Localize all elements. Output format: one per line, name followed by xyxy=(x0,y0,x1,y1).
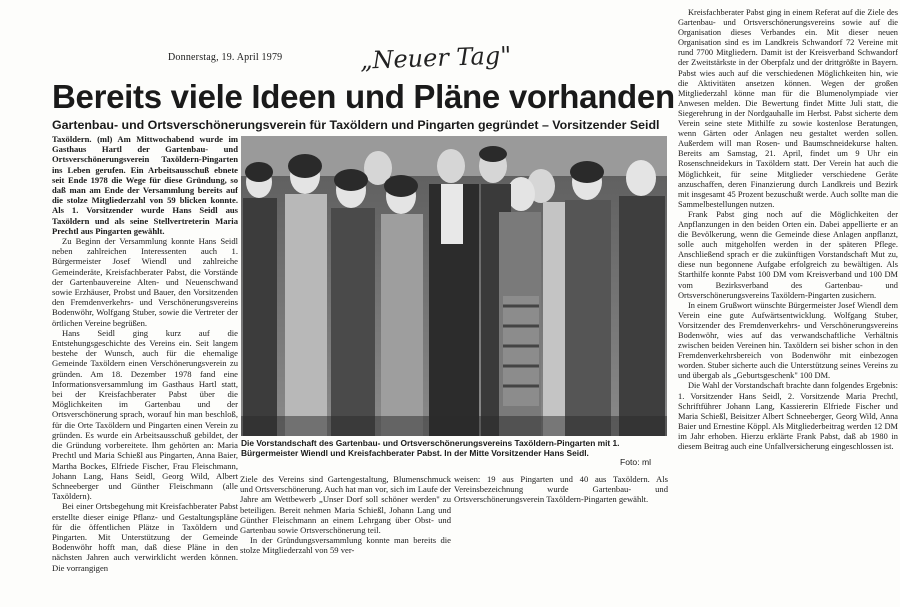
paragraph: weisen: 19 aus Pingarten und 40 aus Taxöldern. Als Vereinsbezeichnung wurde Gartenbau- und Ortsverschönerungsverein Taxöldern-Pingarten gewählt. xyxy=(454,474,668,505)
article-column-4 xyxy=(678,8,898,600)
article-column-2 xyxy=(240,474,451,588)
paragraph: In der Gründungsversammlung konnte man bereits die stolze Mitgliederzahl von 59 ver- xyxy=(240,535,451,556)
dateline: Donnerstag, 19. April 1979 xyxy=(168,52,283,63)
headline: Bereits viele Ideen und Pläne vorhanden xyxy=(52,78,675,115)
paragraph: Kreisfachberater Pabst ging in einem Referat auf die Ziele des Gartenbau- und Ortsverschönerungsvereins sowie auf die Organisation dieses Verbandes ein. Mit dieser neuen Organisation sind es im Landkreis Schwandorf 72 Vereine mit rund 7700 Mitgliedern. Damit ist der Kreisverband Schwandorf der Zweitstärkste in der Oberpfalz und der drittgrößte in Bayern. Pabst wies auch auf die verschiedenen Möglichkeiten hin, wie die Aktivitäten ansetzen können. Wegen der großen Mitgliederzahl könne man für die Blumenolympiade vier Anwesen melden. Die Bewertung findet Mitte Juli statt, die Siegerehrung in der Nordgauhalle im Herbst. Pabst sicherte dem Verein seine stete Mithilfe zu sowie kostenlose Beratungen, wenn Gärten oder Anlagen neu gestaltet werden sollen. Außerdem will man Rosen- und Baumschneidekurse halten. Bereits am Samstag, 21. April, findet um 9 Uhr ein Rosenschneidekurs in Taxöldern statt. Der Verein hat auch die Möglichkeit, für seine Mitglieder verschiedene Geräte anzuschaffen, deren Finanzierung durch Landkreis und Bezirk mit insgesamt 45 Prozent bezuschußt werde. Auch sollte man die Sammelbestellungen nutzen. xyxy=(678,8,898,209)
paragraph: Die Wahl der Vorstandschaft brachte dann folgendes Ergebnis: 1. Vorsitzender Hans Seidl, 2. Vorsitzende Maria Prechtl, Schriftführer Johann Lang, Kassiererin Elfriede Fischer und Maria Schießl, Beisitzer Albert Schneeberger, Georg Wild, Anna Baier und Ernestine Köppl. Als Mitgliederbeitrag werden 12 DM im Jahr erhoben. Hierzu erklärte Frank Pabst, daß ab 1980 in diesem Beitrag auch eine Unfallversicherung eingeschlossen ist. xyxy=(678,381,898,452)
paragraph: Ziele des Vereins sind Gartengestaltung, Blumenschmuck und Ortsverschönerung. Auch hat man vor, sich im Laufe der Jahre am Wettbewerb „Unser Dorf soll schöner werden" zu beteiligen. Bereit nehmen Maria Schießl, Johann Lang und Günther Fleischmann an einem Lehrgang über Obst- und Gartenbau sowie Ortsverschönerung teil. xyxy=(240,474,451,536)
lead-paragraph: Taxöldern. (ml) Am Mittwochabend wurde im Gasthaus Hartl der Gartenbau- und Ortsverschönerungsverein Taxöldern-Pingarten ins Leben gerufen. Ein Arbeitsausschuß ebnete seit Ende 1978 die Wege für diese Gründung, so daß man am Ende der Versammlung bereits auf die stolze Mitgliederzahl von 59 blicken konnte. Als 1. Vorsitzender wurde Hans Seidl aus Taxöldern und als seine Stellvertreterin Maria Prechtl aus Pingarten gewählt. xyxy=(52,134,238,236)
paragraph: Frank Pabst ging noch auf die Möglichkeiten der Anpflanzungen in den beiden Orten ein. Dabei appellierte er an die Bevölkerung, wenn die Gemeinde diese Anlagen anpflanzt, solle auch mitgeholfen werden in der späteren Pflege. Anschließend sprach er die zukünftigen Vorstandschaft Mut zu, diese nun begonnene Aufgabe erfolgreich zu bewältigen. Als Starthilfe konnte Pabst 100 DM vom Kreisverband und 100 DM vom Bezirksverband des Gartenbau- und Ortsverschönerungsvereins Taxöldern-Pingarten zusichern. xyxy=(678,209,898,300)
paragraph: In einem Grußwort wünschte Bürgermeister Josef Wiendl dem Verein eine gute Aufwärtsentwicklung. Wolfgang Stuber, Vorsitzender des Fremdenverkehrs- und Verschönerungsvereins Bodenwöhr, wies auf das verwandschaftliche Verhältnis zwischen beiden Vereinen hin. Taxöldern sei bisher schon in den Fremdenverkehrsbereich von Bodenwöhr mit einbezogen worden. Stuber sicherte auch die Unterstützung seines Vereins zu und übergab als „Geburtsgeschenk" 100 DM. xyxy=(678,300,898,381)
article-column-3 xyxy=(454,474,668,534)
group-photo-illustration xyxy=(241,136,667,436)
group-photo xyxy=(241,136,667,436)
paragraph: Hans Seidl ging kurz auf die Entstehungsgeschichte des Vereins ein. Seit langem bestehe der Wunsch, auch für die ehemalige Gemeinde Taxöldern einen Verschönerungsverein zu gründen. Am 18. Dezember 1978 fand eine Informationsversammlung im Gasthaus Hartl statt, bei der Kreisfachberater Pabst über die Möglichkeiten im Gartenbau und der Ortsverschönerung sprach, worauf hin man beschloß, für die Orte Taxöldern und Pingarten einen Verein zu gründen. Es wurde ein Arbeitsausschuß gebildet, der die Gründung vorbereitete. Ihm gehörten an: Maria Prechtl und Maria Schießl aus Pingarten, Anna Baier, Martha Bockes, Elfriede Fischer, Frau Fleischmann, Johann Lang, Hans Seidl, Georg Wild, Albert Schneeberger und Günther Fleischmann (alle Taxöldern). xyxy=(52,327,238,502)
photo-credit: Foto: ml xyxy=(620,457,652,467)
paragraph: Zu Beginn der Versammlung konnte Hans Seidl neben zahlreichen Interessenten auch 1. Bürgermeister Josef Wiendl und zahlreiche Gemeinderäte, Kreisfachberater Pabst, die Vorstände der Gartenbauvereine Alten- und Neuenschwand sowie Erzhäuser, Probst und Bauer, den Vorsitzenden den Fremdenverkehrs- und Verschönerungsvereins Bodenwöhr, Wolfgang Stuber, sowie die Vertreter der örtlichen Vereine begrüßen. xyxy=(52,236,238,328)
handwritten-newspaper-name: „Neuer Tag" xyxy=(359,41,512,75)
subheadline: Gartenbau- und Ortsverschönerungsverein für Taxöldern und Pingarten gegründet – Vorsitzender Seidl xyxy=(52,118,660,132)
paragraph: Bei einer Ortsbegehung mit Kreisfachberater Pabst erstellte dieser einige Pflanz- und Gestaltungspläne für die öffentlichen Plätze in Taxöldern und Pingarten. Mit Unterstützung der Gemeinde Bodenwöhr hofft man, daß diese Pläne in den nächsten Jahren auch verwirklicht werden können. Die vorrangigen xyxy=(52,501,238,573)
article-column-1 xyxy=(52,134,238,586)
photo-caption: Die Vorstandschaft des Gartenbau- und Ortsverschönerungsvereins Taxöldern-Pingarten mit 1. Bürgermeister Wiendl und Kreisfachberater Pabst. In der Mitte Vorsitzender Hans Seidl. xyxy=(241,438,620,458)
